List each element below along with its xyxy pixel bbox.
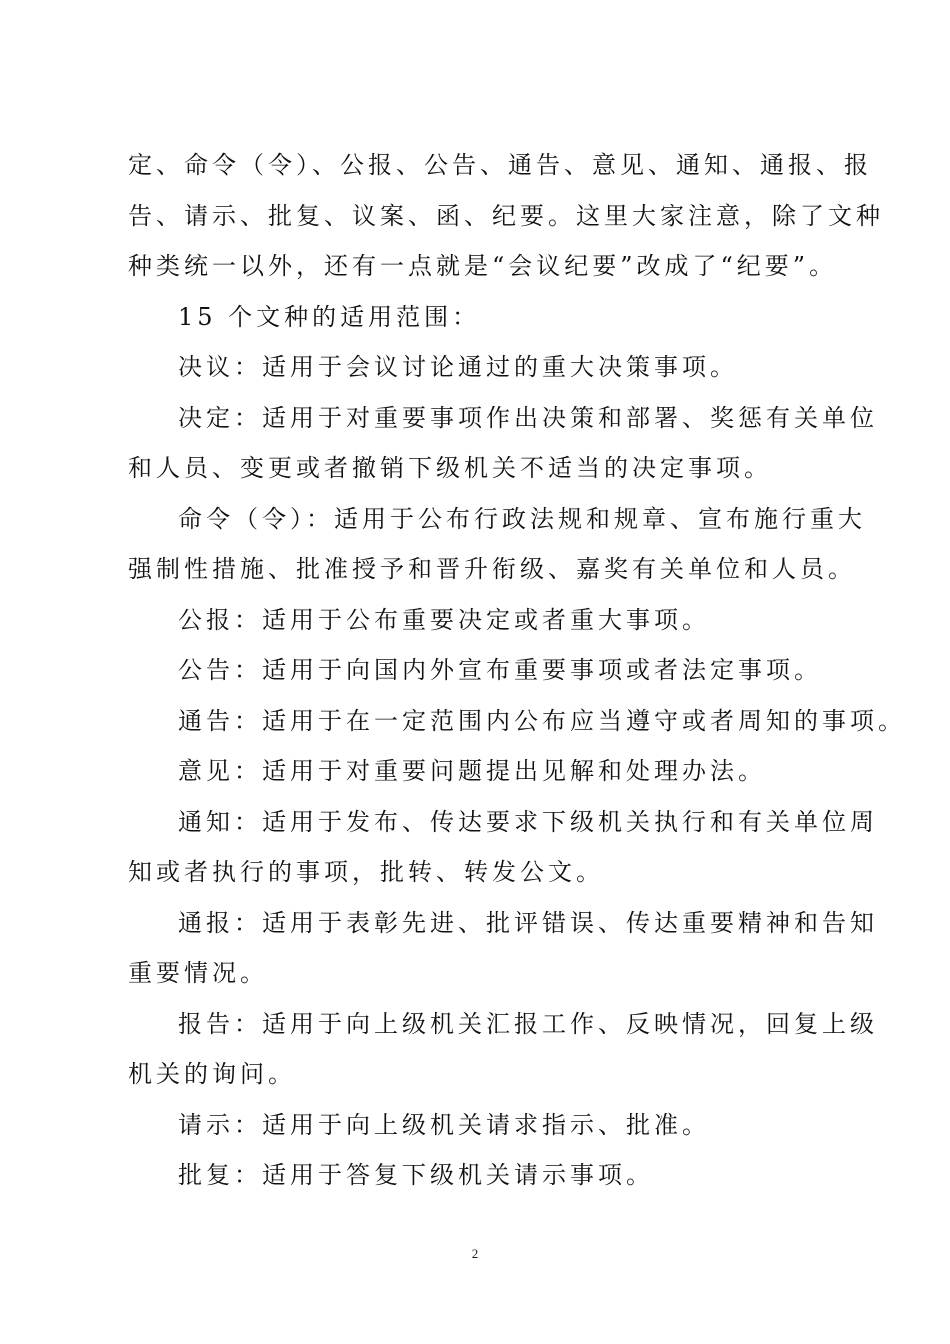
text-line: 种类统一以外，还有一点就是“会议纪要”改成了“纪要”。 <box>128 252 838 280</box>
text-line: 通报：适用于表彰先进、批评错误、传达重要精神和告知 <box>178 908 878 937</box>
text-line: 和人员、变更或者撤销下级机关不适当的决定事项。 <box>128 454 772 482</box>
text-line: 意见：适用于对重要问题提出见解和处理办法。 <box>178 757 766 785</box>
text-line: 公报：适用于公布重要决定或者重大事项。 <box>178 605 710 634</box>
text-line: 告、请示、批复、议案、函、纪要。这里大家注意，除了文种 <box>128 201 884 230</box>
text-line: 公告：适用于向国内外宣布重要事项或者法定事项。 <box>178 656 822 684</box>
text-line: 命令（令）：适用于公布行政法规和规章、宣布施行重大 <box>178 504 866 533</box>
text-line: 决定：适用于对重要事项作出决策和部署、奖惩有关单位 <box>178 403 878 432</box>
text-line: 通知：适用于发布、传达要求下级机关执行和有关单位周 <box>178 807 878 836</box>
section-heading: 15 个文种的适用范围： <box>178 302 481 331</box>
text-line: 通告：适用于在一定范围内公布应当遵守或者周知的事项。 <box>178 706 906 735</box>
text-line: 知或者执行的事项，批转、转发公文。 <box>128 858 604 886</box>
text-line: 定、命令（令）、公报、公告、通告、意见、通知、通报、报 <box>128 151 872 179</box>
text-line: 机关的询问。 <box>128 1060 296 1088</box>
page-number: 2 <box>471 1246 479 1261</box>
text-line: 批复：适用于答复下级机关请示事项。 <box>178 1161 654 1189</box>
text-line: 决议：适用于会议讨论通过的重大决策事项。 <box>178 353 738 381</box>
text-line: 强制性措施、批准授予和晋升衔级、嘉奖有关单位和人员。 <box>128 555 856 583</box>
text-line: 报告：适用于向上级机关汇报工作、反映情况，回复上级 <box>178 1009 878 1038</box>
text-line: 重要情况。 <box>128 959 268 987</box>
text-line: 请示：适用于向上级机关请求指示、批准。 <box>178 1110 710 1139</box>
document-body <box>128 140 906 1201</box>
